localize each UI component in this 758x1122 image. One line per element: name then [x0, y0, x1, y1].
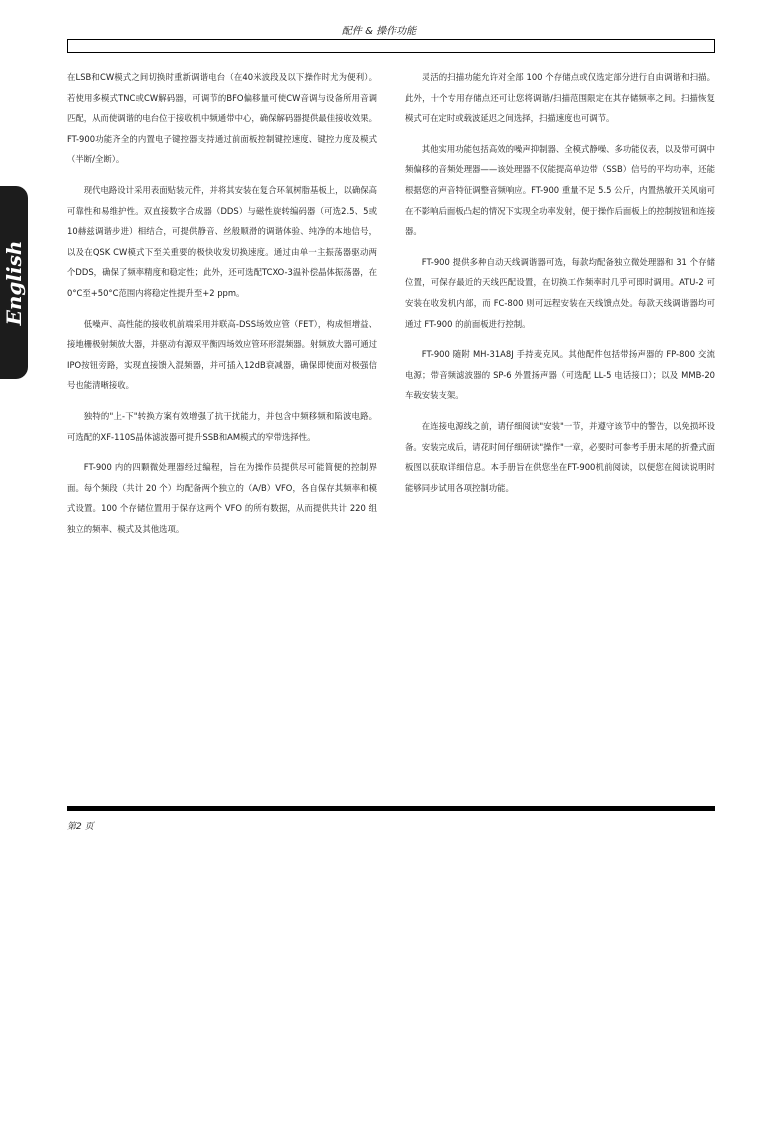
- language-side-tab-label: English: [2, 240, 26, 325]
- paragraph: FT-900 随附 MH-31A8J 手持麦克风。其他配件包括带扬声器的 FP-800 交流电源；带音频滤波器的 SP-6 外置扬声器（可选配 LL-5 电话接口）；以及 MMB-20 车载安装支架。: [405, 349, 715, 401]
- paragraph: FT-900 提供多种自动天线调谐器可选，每款均配备独立微处理器和 31 个存储位置，可保存最近的天线匹配设置，在切换工作频率时几乎可即时调用。ATU-2 可安装在收发机内部，而 FC-800 则可远程安装在天线馈点处。每款天线调谐器均可通过 FT-900 的前面板进行控制。: [405, 256, 715, 329]
- footer-rule: [67, 806, 715, 811]
- paragraph: 现代电路设计采用表面贴装元件，并将其安装在复合环氧树脂基板上，以确保高可靠性和易维护性。双直接数字合成器（DDS）与磁性旋转编码器（可选2.5、5或10赫兹调谐步进）相结合，可提供静音、丝般顺滑的调谐体验、纯净的本地信号，以及在QSK CW模式下至关重要的极快收发切换速度。通过由单一主振荡器驱动两个DDS，确保了频率精度和稳定性；此外，还可选配TCXO-3温补偿晶体振荡器，在0°C至+50°C范围内将稳定性提升至+2 ppm。: [67, 184, 377, 298]
- header-box: [67, 39, 715, 53]
- paragraph: FT-900 内的四颗微处理器经过编程，旨在为操作员提供尽可能简便的控制界面。每个频段（共计 20 个）均配备两个独立的（A/B）VFO，各自保存其频率和模式设置。100 个存储位置用于保存这两个 VFO 的所有数据，从而提供共计 220 组独立的频率、模式及其他选项。: [67, 462, 377, 534]
- left-column: [67, 67, 377, 549]
- paragraph: 低噪声、高性能的接收机前端采用并联高-DSS场效应管（FET），构成恒增益、接地栅极射频放大器，并驱动有源双平衡四场效应管环形混频器。射频放大器可通过IPO按钮旁路，实现直接馈入混频器，并可插入12dB衰减器，确保即使面对极强信号也能清晰接收。: [67, 318, 377, 391]
- header-title: 配件 & 操作功能: [341, 26, 417, 37]
- paragraph: 在LSB和CW模式之间切换时重新调谐电台（在40米波段及以下操作时尤为便利）。若使用多模式TNC或CW解码器，可调节的BFO偏移量可使CW音调与设备所用音调匹配，从而使调谐的电台位于接收机中频通带中心，确保解码器提供最佳接收效果。FT-900功能齐全的内置电子键控器支持通过前面板控制键控速度、键控力度及模式（半断/全断）。: [67, 72, 377, 165]
- page-number: 第2 页: [67, 822, 94, 832]
- paragraph: 灵活的扫描功能允许对全部 100 个存储点或仅选定部分进行自由调谐和扫描。此外，十个专用存储点还可让您将调谐/扫描范围限定在其存储频率之间。扫描恢复模式可在定时或载波延迟之间选择，扫描速度也可调节。: [405, 72, 715, 124]
- paragraph: 独特的"上-下"转换方案有效增强了抗干扰能力，并包含中频移频和陷波电路。可选配的XF-110S晶体滤波器可提升SSB和AM模式的窄带选择性。: [67, 410, 377, 442]
- language-side-tab: [0, 186, 28, 379]
- paragraph: 其他实用功能包括高效的噪声抑制器、全模式静噪、多功能仪表，以及带可调中频偏移的音频处理器——该处理器不仅能提高单边带（SSB）信号的平均功率，还能根据您的声音特征调整音频响应。FT-900 重量不足 5.5 公斤，内置热敏开关风扇可在不影响后面板凸起的情况下实现全功率发射，便于操作后面板上的控制按钮和连接器。: [405, 143, 715, 237]
- right-column: [405, 67, 715, 508]
- paragraph: 在连接电源线之前，请仔细阅读"安装"一节，并遵守该节中的警告，以免损坏设备。安装完成后，请花时间仔细研读"操作"一章，必要时可参考手册末尾的折叠式面板图以获取详细信息。本手册旨在供您坐在FT-900机前阅读，以便您在阅读说明时能够同步试用各项控制功能。: [405, 420, 715, 493]
